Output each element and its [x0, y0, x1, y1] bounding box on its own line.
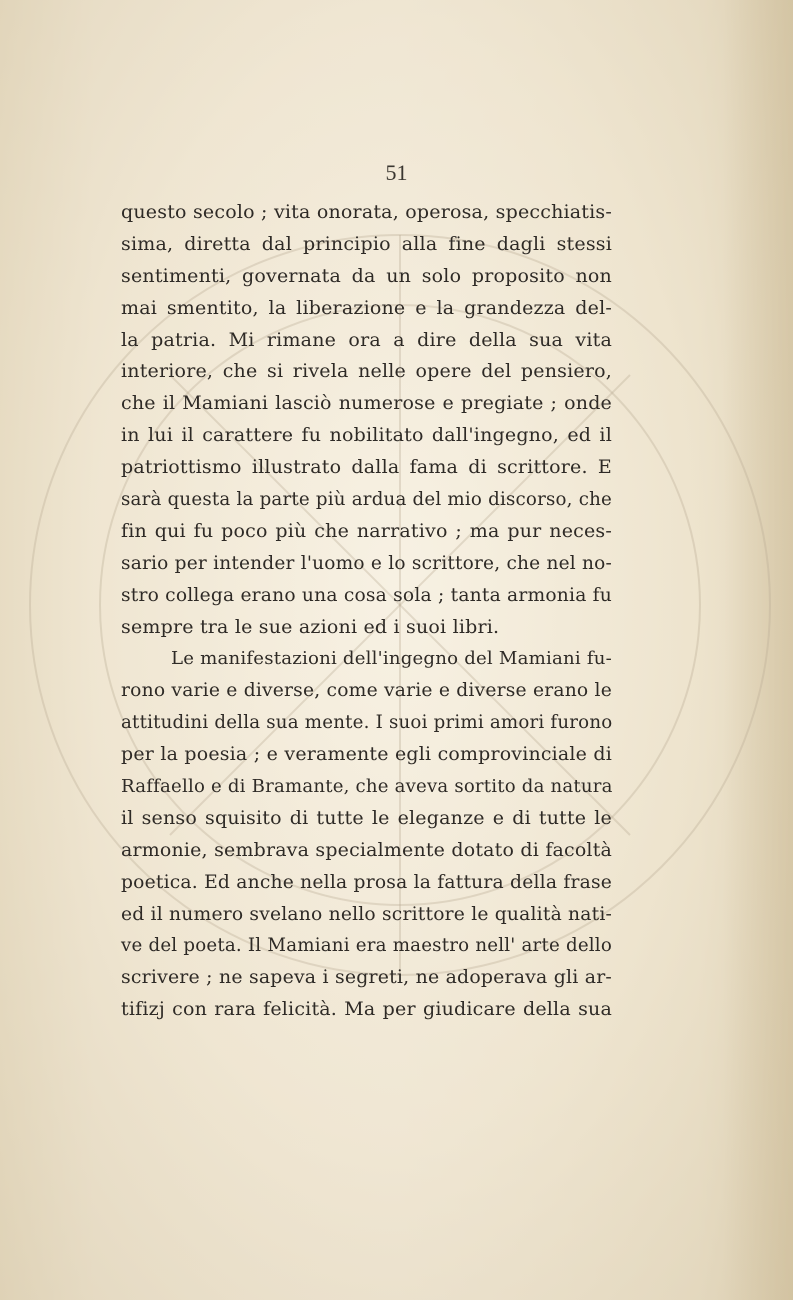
text-line: per la poesia ; e veramente egli comprovinciale di: [121, 743, 612, 766]
page-number: 51: [385, 160, 408, 185]
text-line: sentimenti, governata da un solo proposito non: [121, 264, 612, 287]
text-line: sarà questa la parte più ardua del mio discorso, che: [121, 489, 612, 511]
text-line: poetica. Ed anche nella prosa la fattura della frase: [121, 871, 612, 893]
text-line: rono varie e diverse, come varie e diverse erano le: [121, 680, 612, 702]
text-line: stro collega erano una cosa sola ; tanta armonia fu: [121, 584, 612, 606]
text-line: sario per intender l'uomo e lo scrittore, che nel no-: [121, 552, 612, 574]
text-line: attitudini della sua mente. I suoi primi amori furono: [121, 712, 613, 734]
body-text: [121, 197, 612, 1026]
text-line: sima, diretta dal principio alla fine dagli stessi: [121, 232, 612, 255]
paragraph-first-line: Le manifestazioni dell'ingegno del Mamiani fu-: [171, 648, 612, 670]
paper-edge-shading: [723, 0, 793, 1300]
text-line: la patria. Mi rimane ora a dire della sua vita: [121, 328, 612, 351]
paragraph-last-line: sempre tra le sue azioni ed i suoi libri.: [121, 615, 500, 638]
text-line: che il Mamiani lasciò numerose e pregiate ; onde: [121, 392, 612, 415]
text-line: interiore, che si rivela nelle opere del pensiero,: [121, 360, 612, 383]
text-line: ve del poeta. Il Mamiani era maestro nell' arte dello: [121, 935, 612, 957]
text-line: tifizj con rara felicità. Ma per giudicare della sua: [121, 998, 612, 1021]
text-line: armonie, sembrava specialmente dotato di facoltà: [121, 838, 612, 861]
text-line: Raffaello e di Bramante, che aveva sortito da natura: [121, 776, 613, 798]
text-line: patriottismo illustrato dalla fama di scrittore. E: [121, 456, 612, 479]
text-line: mai smentito, la liberazione e la grandezza del-: [121, 296, 612, 319]
text-line: in lui il carattere fu nobilitato dall'ingegno, ed il: [121, 424, 612, 447]
text-line: ed il numero svelano nello scrittore le qualità nati-: [121, 903, 613, 925]
text-line: questo secolo ; vita onorata, operosa, specchiatis-: [121, 201, 612, 223]
text-line: fin qui fu poco più che narrativo ; ma pur neces-: [121, 519, 612, 542]
text-line: scrivere ; ne sapeva i segreti, ne adoperava gli ar-: [121, 966, 612, 989]
text-line: il senso squisito di tutte le eleganze e di tutte le: [121, 806, 612, 829]
